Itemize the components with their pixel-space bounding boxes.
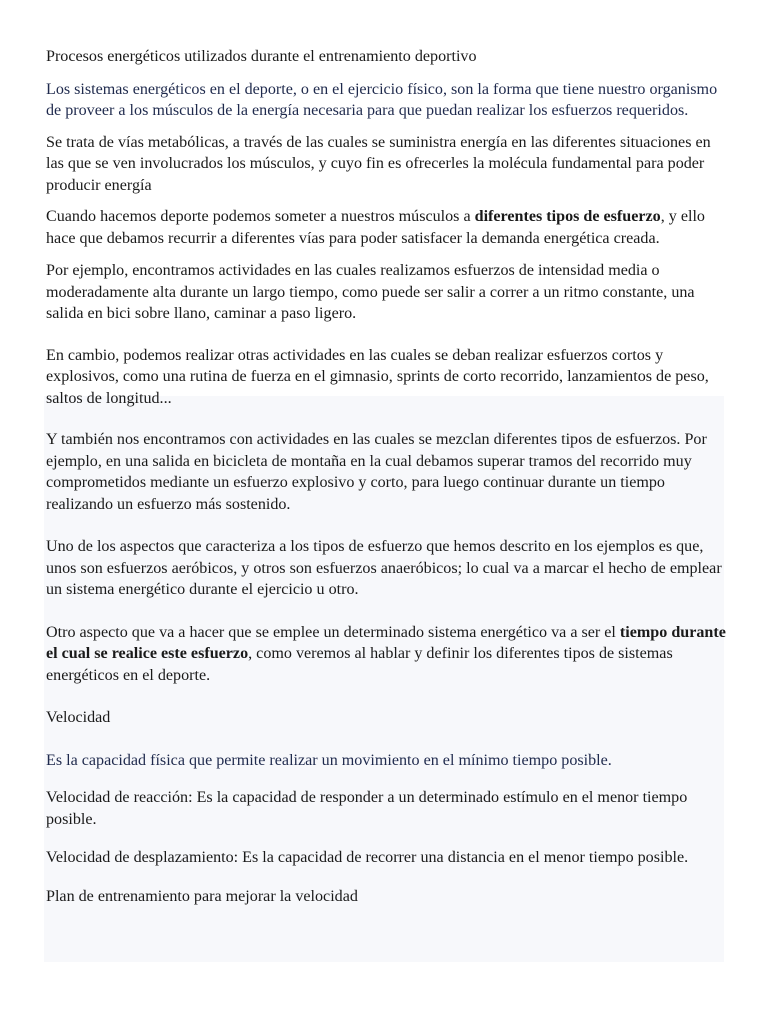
paragraph-3 <box>46 206 726 249</box>
section-heading-velocidad: Velocidad <box>46 709 111 726</box>
paragraph-10: Velocidad de reacción: Es la capacidad de responder a un determinado estímulo en el menor tiempo posible. <box>46 789 688 828</box>
paragraph-4: Por ejemplo, encontramos actividades en las cuales realizamos esfuerzos de intensidad media o moderadamente alta durante un largo tiempo, como puede ser salir a correr a un ritmo constante, una salida en bici sobre llano, caminar a paso ligero. <box>46 262 695 322</box>
paragraph-11: Velocidad de desplazamiento: Es la capacidad de recorrer una distancia en el menor tiempo posible. <box>46 849 689 866</box>
paragraph-8-bold: tiempo durante el cual se realice este esfuerzo <box>46 623 726 662</box>
document-title: Procesos energéticos utilizados durante el entrenamiento deportivo <box>46 48 477 65</box>
paragraph-6: Y también nos encontramos con actividades en las cuales se mezclan diferentes tipos de esfuerzos. Por ejemplo, en una salida en bicicleta de montaña en la cual debamos superar tramos del recorrido muy comprometidos mediante un esfuerzo explosivo y corto, para luego continuar durante un tiempo realizando un esfuerzo más sostenido. <box>46 431 707 513</box>
paragraph-7: Uno de los aspectos que caracteriza a los tipos de esfuerzo que hemos descrito en los ejemplos es que, unos son esfuerzos aeróbicos, y otros son esfuerzos anaeróbicos; lo cual va a marcar el hecho de emplear un sistema energético durante el ejercicio u otro. <box>46 538 722 598</box>
document-body <box>46 46 726 907</box>
paragraph-5: En cambio, podemos realizar otras actividades en las cuales se deban realizar esfuerzos cortos y explosivos, como una rutina de fuerza en el gimnasio, sprints de corto recorrido, lanzamientos de peso, saltos de longitud... <box>46 346 709 407</box>
paragraph-9: Es la capacidad física que permite realizar un movimiento en el mínimo tiempo posible. <box>46 751 612 769</box>
paragraph-3-bold: diferentes tipos de esfuerzo <box>474 208 661 225</box>
paragraph-3-text-a: Cuando hacemos deporte podemos someter a nuestros músculos a <box>46 208 475 225</box>
paragraph-12: Plan de entrenamiento para mejorar la velocidad <box>46 887 358 905</box>
paragraph-3-text-b: , y ello hace que debamos recurrir a diferentes vías para poder satisfacer la demanda energética creada. <box>46 208 705 247</box>
paragraph-8-text-b: , como veremos al hablar y definir los diferentes tipos de sistemas energéticos en el deporte. <box>46 645 673 684</box>
paragraph-8-text-a: Otro aspecto que va a hacer que se emplee un determinado sistema energético va a ser el <box>46 623 620 641</box>
paragraph-1: Los sistemas energéticos en el deporte, o en el ejercicio físico, son la forma que tiene nuestro organismo de proveer a los músculos de la energía necesaria para que puedan realizar los esfuerzos requeridos. <box>46 80 718 119</box>
paragraph-8 <box>46 622 726 687</box>
paragraph-2: Se trata de vías metabólicas, a través de las cuales se suministra energía en las diferentes situaciones en las que se ven involucrados los músculos, y cuyo fin es ofrecerles la molécula fundamental para poder producir energía <box>46 133 711 194</box>
